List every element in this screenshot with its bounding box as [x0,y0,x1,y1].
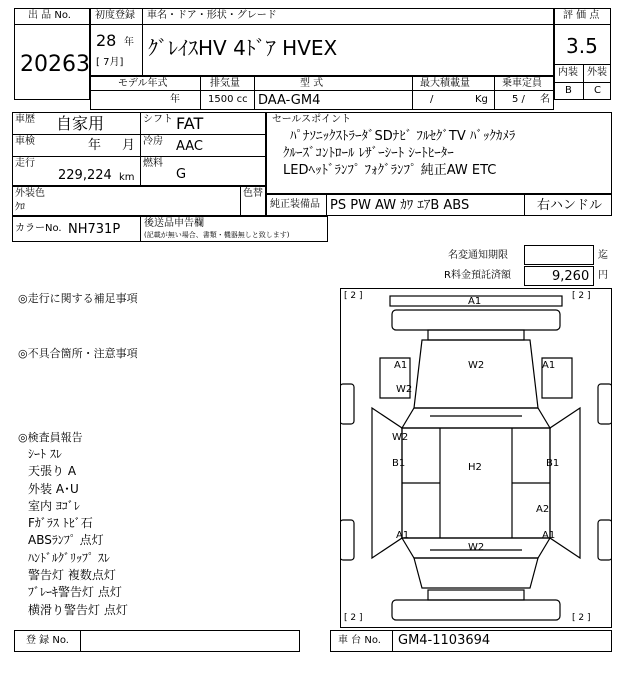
capacity-label: 乗車定員 [502,78,542,89]
report-item: 天張り A [28,464,77,479]
name-change-label: 名変通知期限 [448,250,508,261]
exterior-label: 外装 [587,67,607,78]
report-item: 警告灯 複数点灯 [28,568,116,583]
later-note: (記載が無い場合、書類・機器無しと致します) [144,231,290,239]
equip-label: 純正装備品 [270,199,320,210]
mark-w2-side: W2 [392,432,409,443]
name-change-field [524,245,594,265]
first-reg-label: 初度登録 [95,10,135,21]
reg-no-label: 登 録 No. [26,635,69,646]
maxload-label: 最大積載量 [420,78,470,89]
type-label: 型 式 [300,78,324,89]
ac-label: 冷房 [143,136,163,147]
report-item: ﾊﾝﾄﾞﾙｸﾞﾘｯﾌﾟ ｽﾚ [28,550,110,565]
model-year-unit: 年 [170,94,180,105]
fuel-label: 燃料 [143,158,163,169]
report-item: 外装 A･U [28,481,79,496]
mark-w2-left: W2 [396,384,413,395]
fuel: G [176,167,187,182]
lot-label: 出 品 No. [28,10,71,21]
equip: PS PW AW ｶﾜ ｴｱB ABS [330,198,470,213]
displacement: 1500 cc [208,94,248,105]
ac: AAC [176,139,203,154]
report-item: ABSﾗﾝﾌﾟ 点灯 [28,533,104,548]
overall-grade: 3.5 [566,34,598,58]
report-list [28,446,128,619]
report-item: Fｶﾞﾗｽ ﾄﾋﾞ石 [28,516,93,531]
sales-line-3: LEDﾍｯﾄﾞﾗﾝﾌﾟ ﾌｫｸﾞﾗﾝﾌﾟ 純正AW ETC [283,163,497,178]
recycle-label: R料金預託済額 [444,270,511,281]
history-box [12,112,266,186]
model-type: DAA-GM4 [258,93,321,108]
capacity: 5 / [512,94,525,105]
chassis-no: GM4-1103694 [398,633,491,648]
color-no-label: カラーNo. [15,223,62,234]
exterior-grade: C [594,85,601,96]
inspect-label: 車検 [15,136,35,147]
car-diagram [340,288,612,628]
corner-tl: [ 2 ] [344,291,363,301]
handle: 右ハンドル [537,198,603,213]
mark-w2-rear: W2 [468,542,485,553]
corner-tr: [ 2 ] [572,291,591,301]
recycle-unit: 円 [598,270,608,281]
mark-b1-right: B1 [546,458,560,469]
shift: FAT [176,114,204,133]
later-label: 後送品申告欄 [144,218,204,229]
ext-color: ｸﾛ [15,202,25,213]
interior-label: 内装 [558,67,578,78]
grade-label: 評 価 点 [563,10,600,21]
usage-label: 車歴 [15,114,35,125]
report-item: ｼｰﾄ ｽﾚ [28,447,62,461]
color-change-label: 色替 [243,188,263,199]
lot-number: 20263 [20,52,90,77]
mark-h2-roof: H2 [468,462,482,473]
defect-label: ◎不具合箇所・注意事項 [18,347,138,360]
mark-a1-rl: A1 [396,530,410,541]
mark-a2-right: A2 [536,504,550,515]
mark-w2-front: W2 [468,360,485,371]
reg-year: 28 [96,31,117,50]
mark-a1-top: A1 [468,296,482,307]
recycle-value: 9,260 [552,269,590,284]
color-no: NH731P [68,222,121,237]
maxload-sep: / [430,94,434,105]
mark-b1-left: B1 [392,458,406,469]
name-change-unit: 迄 [598,250,608,261]
reg-month: [ 7月] [96,57,124,68]
inspect-year: 年 [88,138,102,153]
model-year-label: モデル年式 [118,78,168,89]
report-item: 横滑り警告灯 点灯 [28,602,128,617]
sales-line-1: ﾊﾟﾅｿﾆｯｸｽﾄﾗｰﾀﾞSDﾅﾋﾞ ﾌﾙｾｸﾞTV ﾊﾞｯｸｶﾒﾗ [290,129,516,144]
sales-line-2: ｸﾙｰｽﾞｺﾝﾄﾛｰﾙ ﾚｻﾞｰｼｰﾄ ｼｰﾄﾋｰﾀｰ [283,146,454,161]
reg-year-unit: 年 [124,37,134,48]
displacement-label: 排気量 [210,78,240,89]
mileage-unit: km [119,172,135,183]
chassis-label: 車 台 No. [338,635,381,646]
maxload-unit: Kg [475,94,488,105]
shift-label: シフト [143,114,173,125]
mark-a1-right: A1 [542,360,556,371]
report-item: ﾌﾞﾚｰｷ警告灯 点灯 [28,585,122,600]
report-item: 室内 ﾖｺﾞﾚ [28,498,80,513]
mileage-label: 走行 [15,158,35,169]
inspect-month: 月 [122,138,136,153]
driving-label: ◎走行に関する補足事項 [18,292,138,305]
car-name: ｸﾞﾚｲｽHV 4ﾄﾞｱ HVEX [148,36,338,60]
ext-color-label: 外装色 [15,188,45,199]
corner-bl: [ 2 ] [344,613,363,623]
usage: 自家用 [56,114,105,133]
mark-a1-left: A1 [394,360,408,371]
inspector-label: ◎検査員報告 [18,431,83,444]
interior-grade: B [565,85,572,96]
mark-a1-rr: A1 [542,530,556,541]
capacity-unit: 名 [540,94,550,105]
car-name-label: 車名・ドア・形状・グレード [147,10,277,21]
color-box [12,186,266,216]
mileage: 229,224 [58,168,112,183]
sales-label: セールスポイント [272,114,352,125]
corner-br: [ 2 ] [572,613,591,623]
